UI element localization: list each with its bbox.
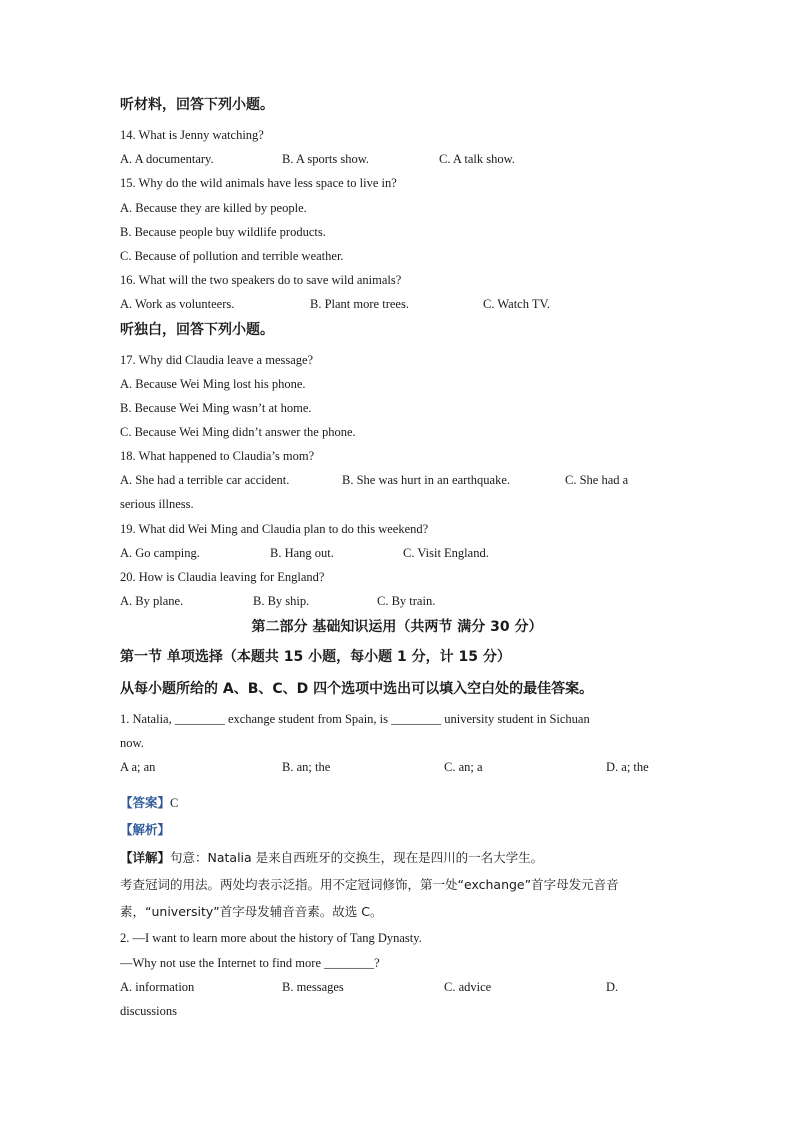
q16-option-a: A. Work as volunteers. (120, 297, 235, 311)
mc1-option-d: D. a; the (606, 760, 649, 774)
q15-option-b: B. Because people buy wildlife products. (120, 225, 326, 239)
q14-option-a: A. A documentary. (120, 152, 214, 166)
q17-option-a: A. Because Wei Ming lost his phone. (120, 377, 306, 391)
answer-value: C (170, 796, 179, 810)
q17-option-b: B. Because Wei Ming wasn’t at home. (120, 401, 312, 415)
answer-tag: 【答案】 (120, 795, 171, 810)
q14-stem: 14. What is Jenny watching? (120, 128, 264, 142)
mc2-option-d: D. (606, 980, 619, 994)
q20-option-b: B. By ship. (253, 594, 310, 608)
part2-title: 第二部分 基础知识运用（共两节 满分 30 分） (251, 619, 543, 635)
mc1-option-a: A a; an (120, 760, 156, 774)
q19-option-b: B. Hang out. (270, 546, 334, 560)
q15-option-a: A. Because they are killed by people. (120, 201, 307, 215)
mc2-option-c: C. advice (444, 980, 492, 994)
q15-stem: 15. Why do the wild animals have less space to live in? (120, 176, 397, 190)
mc1-answer (120, 795, 178, 811)
q18-option-c-continued: serious illness. (120, 497, 194, 511)
detail-text: 句意：Natalia 是来自西班牙的交换生，现在是四川的一名大学生。 (170, 850, 544, 865)
q18-option-a: A. She had a terrible car accident. (120, 473, 290, 487)
q19-option-c: C. Visit England. (403, 546, 489, 560)
q18-stem: 18. What happened to Claudia’s mom? (120, 449, 315, 463)
mc2-stem-line1: 2. —I want to learn more about the history of Tang Dynasty. (120, 931, 422, 945)
q19-stem: 19. What did Wei Ming and Claudia plan to do this weekend? (120, 522, 429, 536)
section-heading-material: 听材料，回答下列小题。 (120, 97, 274, 113)
mc2-option-d-continued: discussions (120, 1004, 177, 1018)
mc1-detail (120, 850, 543, 866)
q20-option-a: A. By plane. (120, 594, 184, 608)
mc1-option-c: C. an; a (444, 760, 483, 774)
analysis-tag: 【解析】 (120, 822, 171, 837)
q17-stem: 17. Why did Claudia leave a message? (120, 353, 314, 367)
detail-tag: 【详解】 (120, 850, 171, 865)
mc1-option-b: B. an; the (282, 760, 331, 774)
q17-option-c: C. Because Wei Ming didn’t answer the phone. (120, 425, 356, 439)
mc2-option-b: B. messages (282, 980, 344, 994)
q16-option-c: C. Watch TV. (483, 297, 551, 311)
q20-option-c: C. By train. (377, 594, 436, 608)
mc2-stem-line2: —Why not use the Internet to find more ________? (120, 956, 380, 970)
mc1-stem-continued: now. (120, 736, 144, 750)
q18-option-b: B. She was hurt in an earthquake. (342, 473, 511, 487)
mc1-explanation-line2: 素，“university”首字母发辅音音素。故选 C。 (120, 904, 383, 919)
q16-stem: 16. What will the two speakers do to save wild animals? (120, 273, 402, 287)
mc1-explanation-line1: 考查冠词的用法。两处均表示泛指。用不定冠词修饰，第一处“exchange”首字母发元音音 (120, 877, 619, 892)
part2-section1-heading: 第一节 单项选择（本题共 15 小题，每小题 1 分，计 15 分） (120, 649, 511, 665)
section-heading-monologue: 听独白，回答下列小题。 (120, 322, 274, 338)
q14-option-c: C. A talk show. (439, 152, 515, 166)
mc1-stem: 1. Natalia, ________ exchange student from Spain, is ________ university student in Sichuan (120, 712, 590, 726)
q19-option-a: A. Go camping. (120, 546, 200, 560)
mc2-option-a: A. information (120, 980, 195, 994)
mc1-analysis (120, 822, 170, 838)
q14-option-b: B. A sports show. (282, 152, 370, 166)
q16-option-b: B. Plant more trees. (310, 297, 409, 311)
q18-option-c: C. She had a (565, 473, 629, 487)
q20-stem: 20. How is Claudia leaving for England? (120, 570, 325, 584)
q15-option-c: C. Because of pollution and terrible weather. (120, 249, 344, 263)
part2-instruction: 从每小题所给的 A、B、C、D 四个选项中选出可以填入空白处的最佳答案。 (120, 681, 594, 697)
